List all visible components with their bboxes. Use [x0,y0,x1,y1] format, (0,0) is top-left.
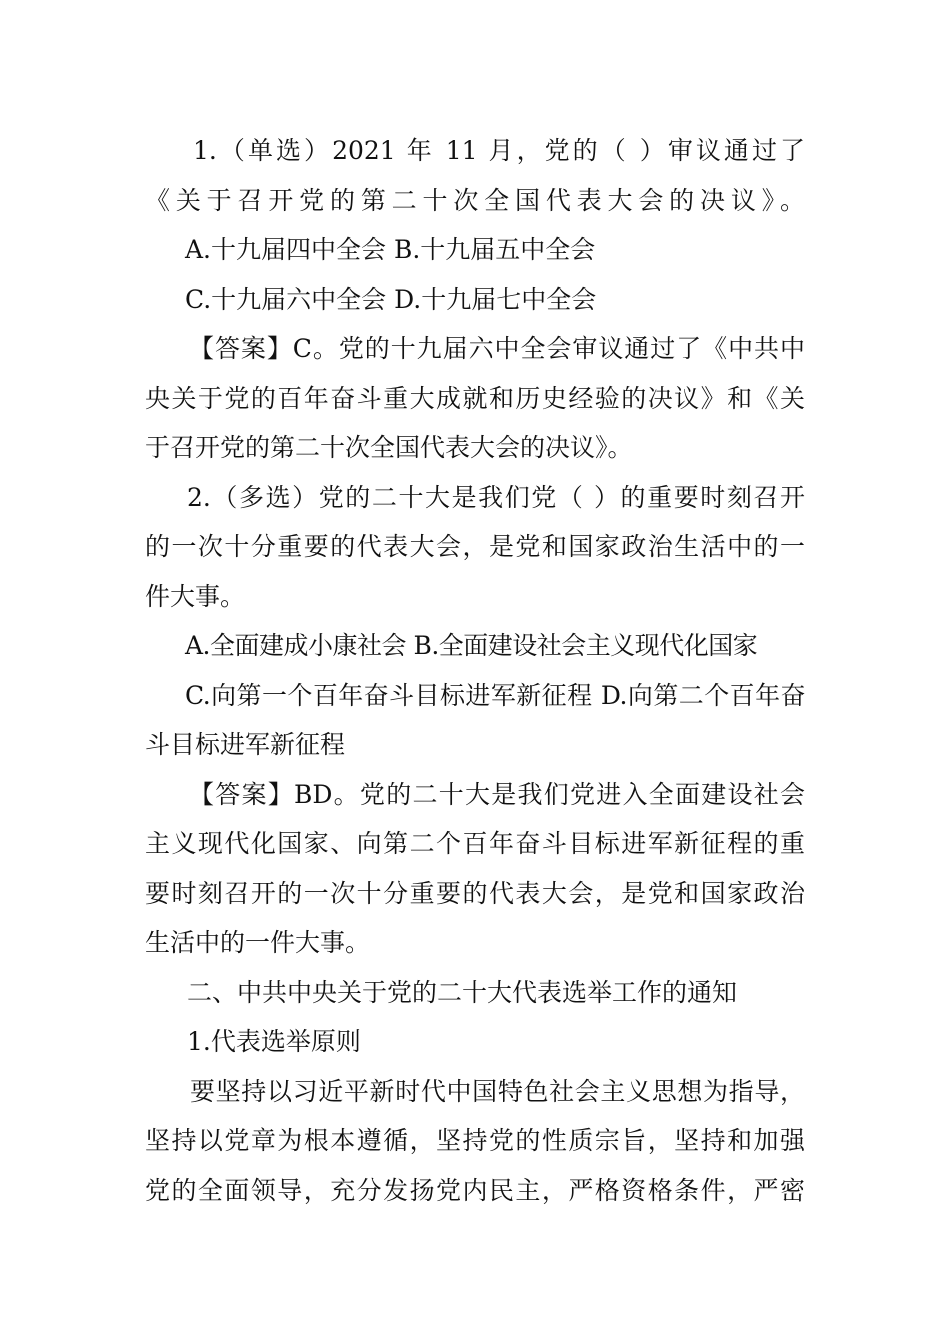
body-paragraph-line-1: 要坚持以习近平新时代中国特色社会主义思想为指导， [190,1076,805,1106]
question-1-options-cd: C.十九届六中全会 D.十九届七中全会 [185,284,597,314]
question-1-stem-line-2: 《关于召开党的第二十次全国代表大会的决议》。 [145,185,805,215]
subsection-heading: 1.代表选举原则 [187,1027,361,1056]
body-paragraph-line-2: 坚持以党章为根本遵循，坚持党的性质宗旨，坚持和加强 [145,1126,805,1155]
section-heading: 二、中共中央关于党的二十大代表选举工作的通知 [187,977,738,1007]
question-2-answer-line-4: 生活中的一件大事。 [145,928,371,957]
question-1-answer-line-3: 于召开党的第二十次全国代表大会的决议》。 [145,433,633,462]
question-2-answer-line-2: 主义现代化国家、向第二个百年奋斗目标进军新征程的重 [145,829,805,858]
question-1-options-ab: A.十九届四中全会 B.十九届五中全会 [185,235,596,264]
body-paragraph-line-3: 党的全面领导，充分发扬党内民主，严格资格条件，严密 [145,1175,805,1205]
question-2-options-cd-line-2: 斗目标进军新征程 [145,730,346,759]
question-1-answer-line-2: 央关于党的百年奋斗重大成就和历史经验的决议》和《关 [145,383,805,413]
question-1-stem-line-1: 1.（单选）2021 年 11 月，党的（ ）审议通过了 [193,136,805,165]
question-1-answer-line-1: 【答案】C。党的十九届六中全会审议通过了《中共中 [189,334,805,363]
question-2-options-ab: A.全面建成小康社会 B.全面建设社会主义现代化国家 [185,631,758,660]
question-2-stem-line-1: 2.（多选）党的二十大是我们党（ ）的重要时刻召开 [187,482,805,512]
question-2-stem-line-2: 的一次十分重要的代表大会，是党和国家政治生活中的一 [145,532,805,561]
question-2-answer-line-1: 【答案】BD。党的二十大是我们党进入全面建设社会 [189,779,805,809]
question-2-options-cd-line-1: C.向第一个百年奋斗目标进军新征程 D.向第二个百年奋 [185,680,805,710]
question-2-stem-line-3: 件大事。 [145,581,246,611]
question-2-answer-line-3: 要时刻召开的一次十分重要的代表大会，是党和国家政治 [145,878,805,908]
